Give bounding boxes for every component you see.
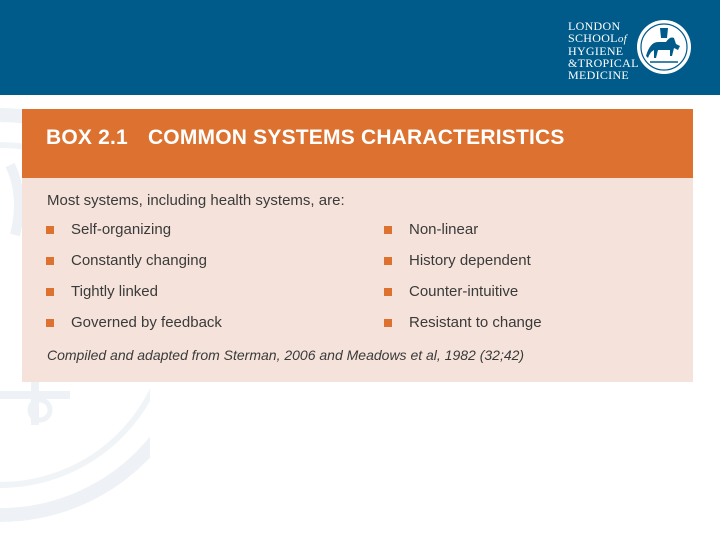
list-item-label: Constantly changing [71,252,207,269]
box-number: BOX 2.1 [46,126,128,149]
square-bullet-icon [384,288,392,296]
logo-school: SCHOOL [568,31,618,45]
box-header [22,109,693,178]
square-bullet-icon [384,257,392,265]
logo-line-4: &TROPICAL [568,56,639,70]
list-item-label: History dependent [409,252,531,269]
square-bullet-icon [46,319,54,327]
list-item-label: Self-organizing [71,221,172,238]
logo-line-1: LONDON [568,19,621,33]
list-item-label: Non-linear [409,221,479,238]
institution-logo-text [568,19,639,82]
list-item-label: Tightly linked [71,283,158,300]
source-citation: Compiled and adapted from Sterman, 2006 and Meadows et al, 1982 (32;42) [47,347,525,363]
list-item-label: Governed by feedback [71,314,222,331]
square-bullet-icon [46,226,54,234]
list-item-label: Resistant to change [409,314,542,331]
square-bullet-icon [46,288,54,296]
logo-line-3: HYGIENE [568,44,624,58]
lshtm-crest-icon [636,16,692,78]
square-bullet-icon [46,257,54,265]
header-bar [0,0,720,95]
square-bullet-icon [384,319,392,327]
box-intro: Most systems, including health systems, are: [47,192,345,209]
square-bullet-icon [384,226,392,234]
list-item-label: Counter-intuitive [409,283,519,300]
box-caption: COMMON SYSTEMS CHARACTERISTICS [147,126,565,149]
logo-of: of [617,33,627,45]
characteristics-box [22,109,693,382]
logo-line-5: MEDICINE [568,68,630,82]
box-title [46,126,565,150]
